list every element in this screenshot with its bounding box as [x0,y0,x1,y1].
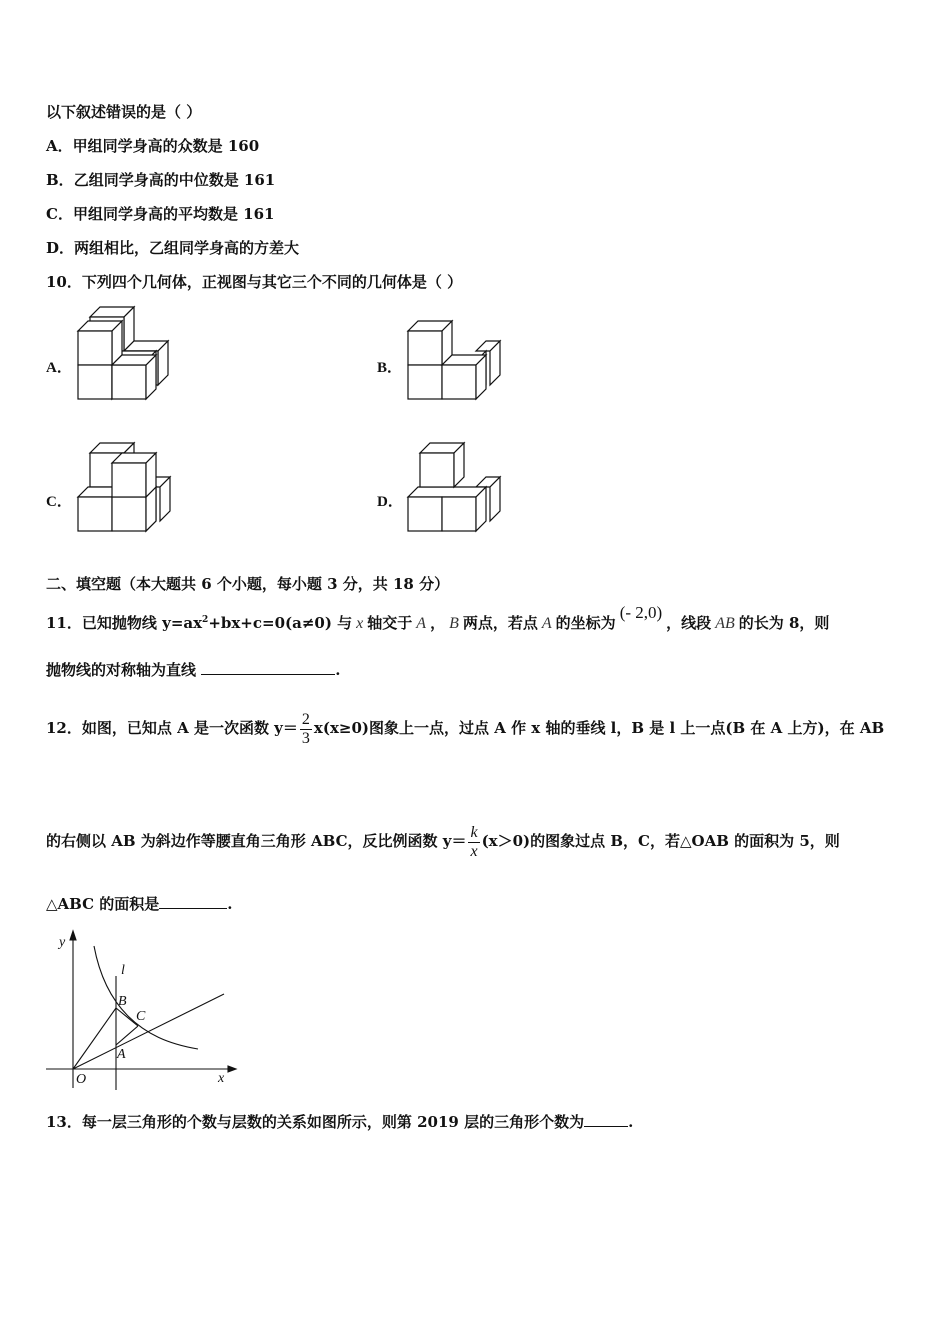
q13-line [46,1112,633,1132]
q10-solid-a [72,305,182,405]
q11-var-b: B [449,615,459,632]
label-y: y [59,935,66,950]
q10-solid-d [402,437,512,537]
q11-text-8: 抛物线的对称轴为直线 [46,661,197,679]
q11-coordinate: (- 2,0) [619,603,663,622]
q11-line2 [46,660,340,680]
q10-label-b: B． [377,360,403,376]
fraction-denominator: x [470,842,478,860]
q11-line1 [46,603,830,634]
fraction-denominator: 3 [301,729,310,747]
q12-text-3: 的右侧以 AB 为斜边作等腰直角三角形 ABC，反比例函数 y＝ [46,832,467,850]
q11-text-6: ，线段 [666,614,712,632]
q11-text-5: 的坐标为 [555,614,616,632]
q12-line3 [46,894,233,914]
option-label: B． [46,171,74,189]
q13-period: . [628,1113,634,1131]
q9-option-a [46,136,259,156]
q10-solid-c [72,437,182,537]
q11-text-1: 11．已知抛物线 y=ax [46,614,203,632]
hyperbola-curve [94,946,198,1049]
q11-text-2: +bx+c=0(a≠0) 与 [208,614,353,632]
q12-period: . [227,895,233,913]
option-text: 甲组同学身高的平均数是 161 [72,205,275,223]
fraction-numerator: 2 [301,710,310,728]
q10-label-c: C． [46,494,72,510]
q11-period: . [335,661,341,679]
q11-text-4: 两点，若点 [462,614,538,632]
q10-stem: 10．下列四个几何体，正视图与其它三个不同的几何体是（ ） [46,273,463,291]
label-c: C [136,1009,146,1024]
q9-option-b [46,170,275,190]
q9-option-d [46,238,299,258]
q11-comma: ， [430,614,446,632]
y-axis-arrow [70,931,76,940]
answer-blank[interactable] [159,894,227,909]
label-o: O [76,1072,87,1087]
q12-graph [42,928,242,1090]
q11-superscript: 2 [202,615,209,625]
segment-bc [116,1008,138,1026]
q11-var-x: x [356,615,364,632]
q12-line2 [46,815,840,867]
option-label: A． [46,137,73,155]
q12-text-4: (x＞0)的图象过点 B，C，若△OAB 的面积为 5，则 [481,832,840,850]
q11-var-ab: AB [715,615,735,632]
q12-line1 [46,703,884,753]
option-label: C． [46,205,73,223]
q10-label-a: A． [46,360,72,376]
answer-blank[interactable] [584,1112,628,1127]
label-x: x [218,1071,225,1086]
q11-text-3: 轴交于 [367,614,413,632]
q9-option-c [46,204,275,224]
q12-text-5: △ABC 的面积是 [46,895,160,913]
x-axis-arrow [228,1066,236,1072]
q13-text: 13．每一层三角形的个数与层数的关系如图所示，则第 2019 层的三角形个数为 [46,1113,585,1131]
label-a: A [117,1047,126,1062]
label-b: B [118,994,127,1009]
q12-text-2: x(x≥0)图象上一点，过点 A 作 x 轴的垂线 l，B 是 l 上一点(B 在 A 上方)，在 AB [313,719,885,737]
q10-solid-b [402,305,512,405]
answer-blank[interactable] [201,660,335,675]
q11-var-a2: A [541,615,552,632]
q11-text-7: 的长为 8，则 [738,614,830,632]
section-heading: 二、填空题（本大题共 6 个小题，每小题 3 分，共 18 分） [46,575,450,593]
fraction-numerator: k [470,823,478,841]
q12-fraction [300,711,312,748]
q12-fraction-k [468,824,479,861]
option-label: D． [46,239,75,257]
q10-label-d: D． [377,494,403,510]
q11-var-a: A [416,615,427,632]
q9-stem: 以下叙述错误的是（ ） [46,103,202,121]
option-text: 甲组同学身高的众数是 160 [72,137,260,155]
label-l: l [121,963,125,978]
q12-text-1: 12．如图，已知点 A 是一次函数 y＝ [46,719,298,737]
option-text: 乙组同学身高的中位数是 161 [73,171,276,189]
segment-ob [73,1008,116,1069]
option-text: 两组相比，乙组同学身高的方差大 [74,239,300,257]
